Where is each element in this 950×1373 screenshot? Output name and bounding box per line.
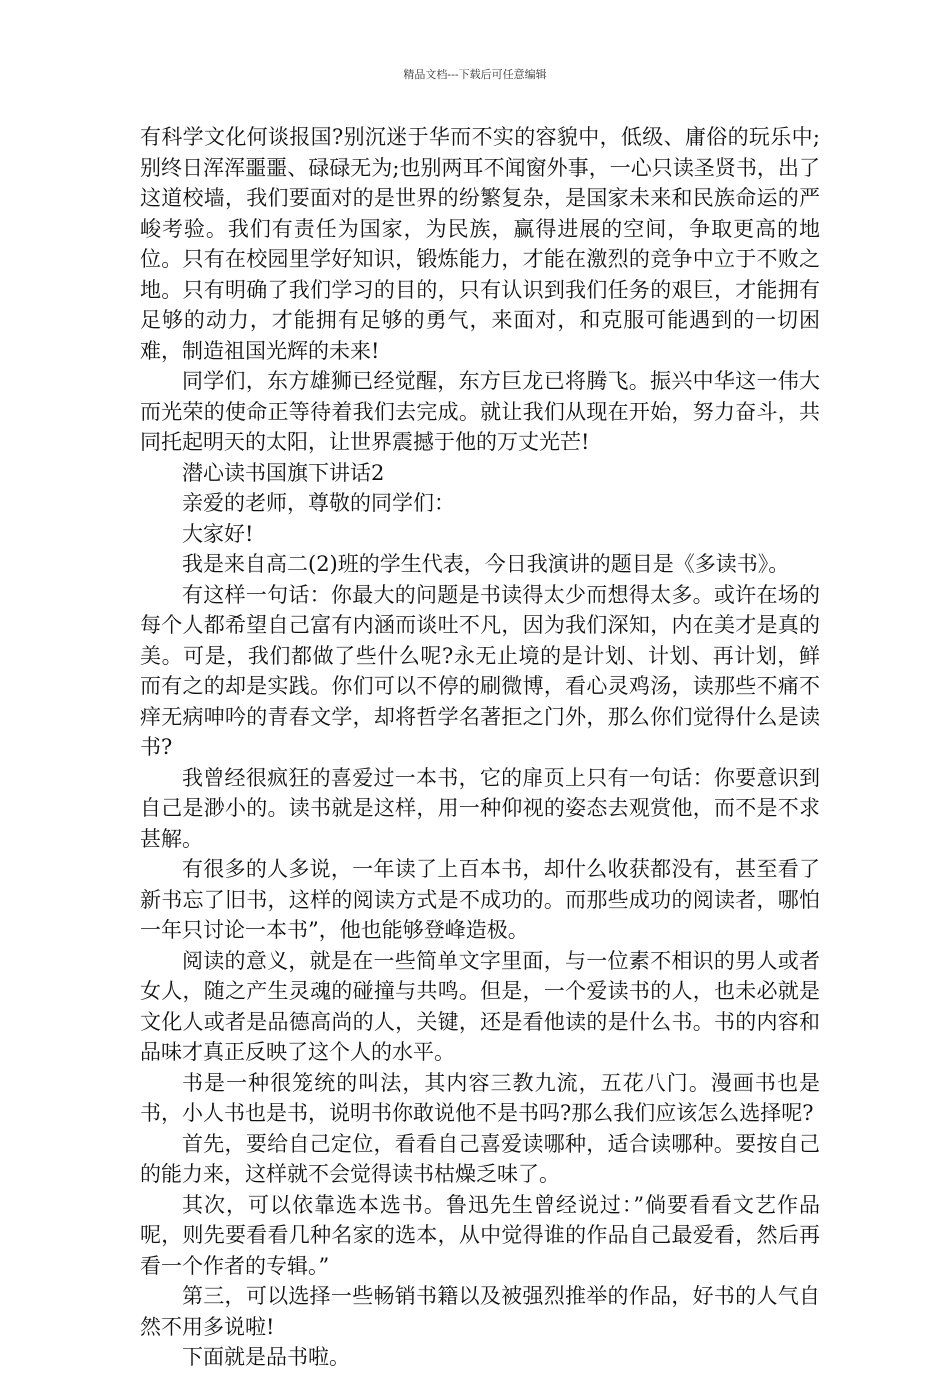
paragraph: 书是一种很笼统的叫法，其内容三教九流，五花八门。漫画书也是书，小人书也是书，说明书你敢说他不是书吗?那么我们应该怎么选择呢? [140,1070,820,1125]
paragraph: 有很多的人多说，一年读了上百本书，却什么收获都没有，甚至看了新书忘了旧书，这样的阅读方式是不成功的。而那些成功的阅读者，哪怕一年只讨论一本书”，他也能够登峰造极。 [140,857,820,942]
paragraph: 我是来自高二(2)班的学生代表，今日我演讲的题目是《多读书》。 [182,552,790,576]
paragraph: 我曾经很疯狂的喜爱过一本书，它的扉页上只有一句话：你要意识到自己是渺小的。读书就是这样，用一种仰视的姿态去观赏他，而不是不求甚解。 [140,765,820,851]
paragraph: 有科学文化何谈报国?别沉迷于华而不实的容貌中，低级、庸俗的玩乐中;别终日浑浑噩噩、碌碌无为;也别两耳不闻窗外事，一心只读圣贤书，出了这道校墙，我们要面对的是世界的纷繁复杂，是国家未来和民族命运的严峻考验。我们有责任为国家，为民族，赢得进展的空间，争取更高的地位。只有在校园里学好知识，锻炼能力，才能在激烈的竞争中立于不败之地。只有明确了我们学习的目的，只有认识到我们任务的艰巨，才能拥有足够的动力，才能拥有足够的勇气，来面对，和克服可能遇到的一切困难，制造祖国光辉的未来! [140,125,820,363]
paragraph: 首先，要给自己定位，看看自己喜爱读哪种，适合读哪种。要按自己的能力来，这样就不会觉得读书枯燥乏味了。 [140,1131,820,1186]
paragraph: 阅读的意义，就是在一些简单文字里面，与一位素不相识的男人或者女人，随之产生灵魂的碰撞与共鸣。但是，一个爱读书的人，也未必就是文化人或者是品德高尚的人，关键，还是看他读的是什么书。书的内容和品味才真正反映了这个人的水平。 [140,948,820,1064]
section-title: 潜心读书国旗下讲话2 [182,460,385,485]
paragraph: 有这样一句话：你最大的问题是书读得太少而想得太多。或许在场的每个人都希望自己富有内涵而谈吐不凡，因为我们深知，内在美才是真的美。可是，我们都做了些什么呢?永无止境的是计划、计划、再计划，鲜而有之的却是实践。你们可以不停的刷微博，看心灵鸡汤，读那些不痛不痒无病呻吟的青春文学，却将哲学名著拒之门外，那么你们觉得什么是读书? [140,582,820,759]
greeting: 大家好! [182,521,254,546]
paragraph: 同学们，东方雄狮已经觉醒，东方巨龙已将腾飞。振兴中华这一伟大而光荣的使命正等待着我们去完成。就让我们从现在开始，努力奋斗，共同托起明天的太阳，让世界震撼于他的万丈光芒! [140,369,820,454]
paragraph: 第三，可以选择一些畅销书籍以及被强烈推举的作品，好书的人气自然不用多说啦! [140,1284,820,1339]
document-body [140,122,820,1373]
paragraph: 其次，可以依靠选本选书。鲁迅先生曾经说过：”倘要看看文艺作品呢，则先要看看几种名家的选本，从中觉得谁的作品自己最爱看，然后再看一个作者的专辑。” [140,1192,820,1278]
page-header: 精品文档---下载后可任意编辑 [403,68,547,81]
paragraph: 下面就是品书啦。 [182,1345,350,1369]
greeting: 亲爱的老师，尊敬的同学们： [182,491,455,515]
